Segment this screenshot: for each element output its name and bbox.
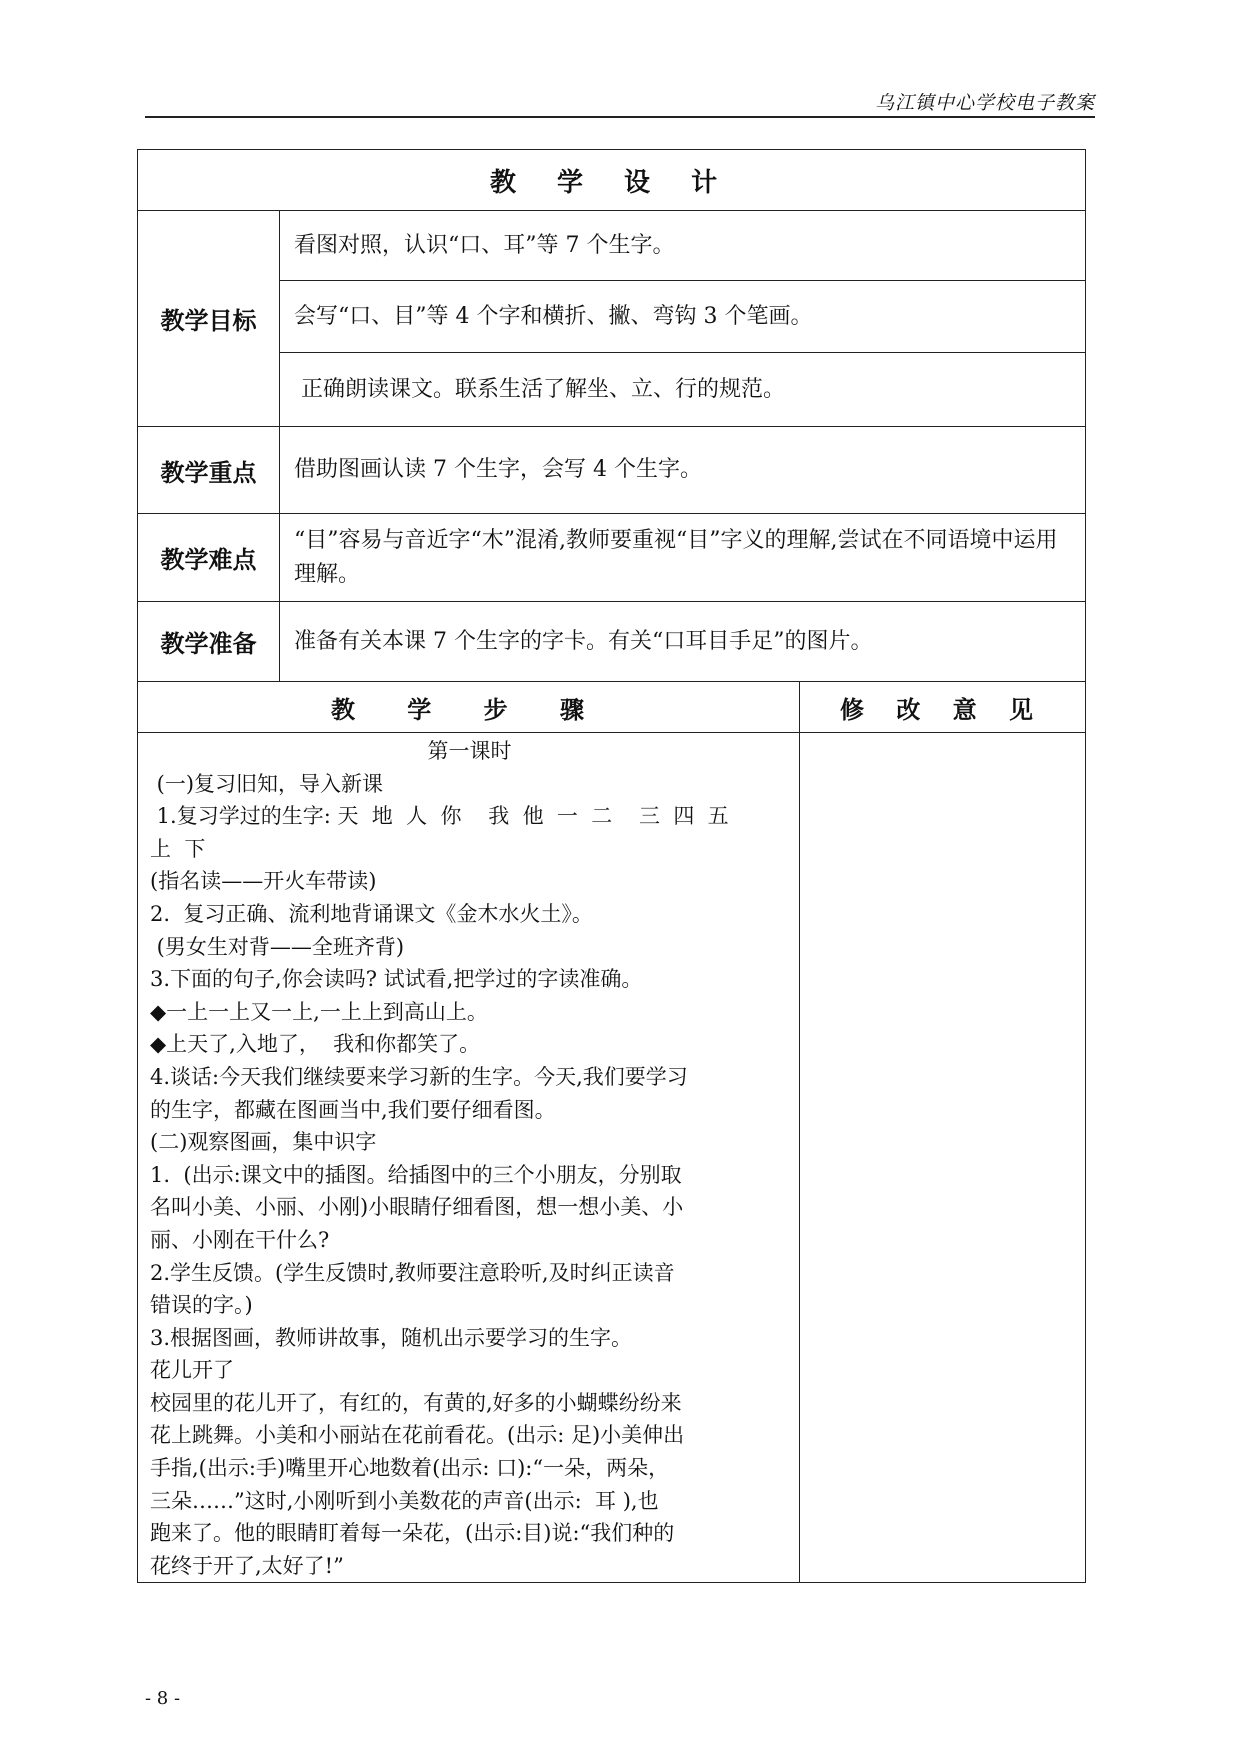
step-line: (指名读——开火车带读)	[150, 869, 377, 894]
step-line: 第一课时	[427, 739, 512, 763]
step-line: ◆一上一上又一上,一上上到高山上。	[150, 999, 488, 1024]
step-line: 花儿开了	[150, 1358, 234, 1383]
step-line: ◆上天了,入地了， 我和你都笑了。	[150, 1032, 481, 1057]
step-line: 1. (出示:课文中的插图。给插图中的三个小朋友，分别取	[150, 1162, 682, 1187]
step-line: 跑来了。他的眼睛盯着每一朵花，(出示:目)说:“我们种的	[150, 1521, 675, 1546]
step-line: 校园里的花儿开了，有红的，有黄的,好多的小蝴蝶纷纷来	[150, 1390, 682, 1415]
step-line: 的生字，都藏在图画当中,我们要仔细看图。	[150, 1097, 556, 1122]
difficulties-text: “目”容易与音近字“木”混淆,教师要重视“目”字义的理解,尝试在不同语境中运用理解。	[280, 514, 1086, 602]
table-title-text: 教 学 设 计	[489, 167, 734, 198]
step-line: 上 下	[150, 836, 206, 861]
objective-3: 正确朗读课文。联系生活了解坐、立、行的规范。	[280, 353, 1086, 427]
steps-body	[138, 733, 800, 1583]
difficulties-label: 教学难点	[138, 514, 280, 602]
step-line: 三朵……”这时,小刚听到小美数花的声音(出示: 耳 ),也	[150, 1488, 659, 1513]
objective-2: 会写“口、目”等 4 个字和横折、撇、弯钩 3 个笔画。	[280, 281, 1086, 353]
steps-lines	[150, 735, 789, 1582]
revision-body	[800, 733, 1086, 1583]
revision-header-text: 修 改 意 见	[839, 694, 1046, 724]
step-line: 名叫小美、小丽、小刚)小眼睛仔细看图，想一想小美、小	[150, 1195, 684, 1220]
objectives-label: 教学目标	[138, 211, 280, 427]
page-header	[145, 84, 1095, 118]
step-line: 4.谈话:今天我们继续要来学习新的生字。今天,我们要学习	[150, 1064, 688, 1089]
step-line: (男女生对背——全班齐背)	[150, 934, 405, 959]
key-points-label: 教学重点	[138, 427, 280, 514]
lesson-plan-table	[137, 149, 1086, 1583]
step-line: 2.学生反馈。(学生反馈时,教师要注意聆听,及时纠正读音	[150, 1260, 675, 1285]
step-line: (一)复习旧知，导入新课	[150, 771, 384, 796]
step-line: 丽、小刚在干什么?	[150, 1227, 330, 1252]
step-line: 手指,(出示:手)嘴里开心地数着(出示: 口):“一朵，两朵，	[150, 1456, 670, 1481]
revision-header	[800, 682, 1086, 733]
table-title	[138, 150, 1086, 211]
steps-header-text: 教 学 步 骤	[330, 694, 607, 724]
step-line: 花终于开了,太好了!”	[150, 1553, 344, 1578]
step-line: (二)观察图画，集中识字	[150, 1130, 377, 1155]
step-line: 1.复习学过的生字: 天 地 人 你 我 他 一 二 三 四 五	[150, 804, 729, 829]
step-line: 错误的字。)	[150, 1293, 253, 1318]
step-line: 3.根据图画，教师讲故事，随机出示要学习的生字。	[150, 1325, 633, 1350]
steps-header	[138, 682, 800, 733]
preparation-text: 准备有关本课 7 个生字的字卡。有关“口耳目手足”的图片。	[280, 602, 1086, 682]
key-points-text: 借助图画认读 7 个生字，会写 4 个生字。	[280, 427, 1086, 514]
page-number: - 8 -	[145, 1688, 181, 1709]
step-line: 2. 复习正确、流利地背诵课文《金木水火土》。	[150, 901, 593, 926]
step-line: 3.下面的句子,你会读吗? 试试看,把学过的字读准确。	[150, 967, 643, 992]
preparation-label: 教学准备	[138, 602, 280, 682]
objective-1: 看图对照，认识“口、耳”等 7 个生字。	[280, 211, 1086, 281]
step-line: 花上跳舞。小美和小丽站在花前看花。(出示: 足)小美伸出	[150, 1423, 685, 1448]
school-header-text: 乌江镇中心学校电子教案	[874, 92, 1095, 114]
